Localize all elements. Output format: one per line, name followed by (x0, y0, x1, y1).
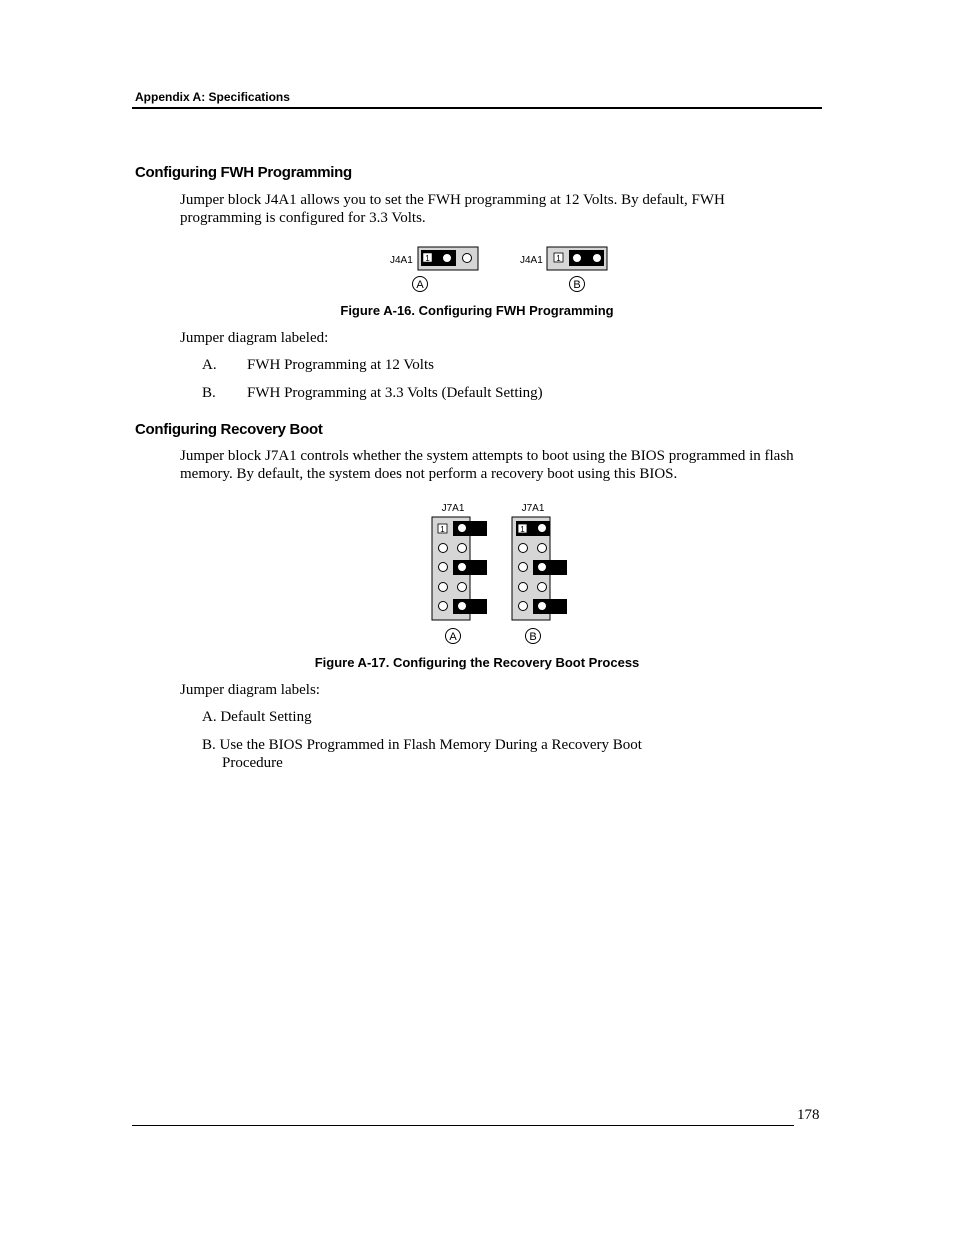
recovery-list-intro: Jumper diagram labels: (180, 682, 320, 698)
section-heading-fwh: Configuring FWH Programming (135, 164, 352, 181)
recovery-item-a: A. Default Setting (202, 709, 312, 725)
recovery-item-b-line-1: B. Use the BIOS Programmed in Flash Memory During a Recovery Boot (202, 737, 642, 753)
pin-b-r3-1 (519, 563, 528, 572)
j4a1-label-b: J4A1 (520, 255, 543, 266)
running-header: Appendix A: Specifications (135, 90, 290, 104)
fwh-item-b-text: FWH Programming at 3.3 Volts (Default Setting) (247, 385, 543, 401)
fwh-item-b-letter: B. (202, 385, 216, 401)
marker-b: B (573, 279, 581, 291)
pin-b-r2-1 (519, 544, 528, 553)
figure-a17-caption: Figure A-17. Configuring the Recovery Boot Process (314, 655, 640, 670)
pin1-number-b: 1 (556, 254, 561, 263)
pin-a-r5-1 (439, 602, 448, 611)
recovery-item-b-line-2: Procedure (222, 755, 283, 771)
pin-a-r4-2 (458, 583, 467, 592)
pin-b-r5-2 (538, 602, 547, 611)
figure-a16-caption: Figure A-16. Configuring FWH Programming (340, 303, 614, 318)
fwh-paragraph-line-2: programming is configured for 3.3 Volts. (180, 210, 426, 226)
marker-b: B (529, 631, 537, 643)
fwh-item-a-text: FWH Programming at 12 Volts (247, 357, 434, 373)
pin-b-r1-2 (538, 524, 547, 533)
pin-b-r4-2 (538, 583, 547, 592)
pin-a-2 (443, 254, 452, 263)
page-number: 178 (797, 1107, 820, 1123)
pin-a-3 (463, 254, 472, 263)
pin-a-r3-1 (439, 563, 448, 572)
pin-a-r3-2 (458, 563, 467, 572)
marker-a: A (416, 279, 424, 291)
pin-a-r4-1 (439, 583, 448, 592)
j7a1-label-b: J7A1 (521, 503, 545, 514)
j4a1-label-a: J4A1 (390, 255, 413, 266)
pin-b-r3-2 (538, 563, 547, 572)
pin-a-r1-2 (458, 524, 467, 533)
footer-rule (132, 1125, 794, 1126)
figure-a16-jumper-diagram (380, 240, 620, 296)
header-rule (132, 107, 822, 109)
fwh-item-a-letter: A. (202, 357, 217, 373)
pin-a-r5-2 (458, 602, 467, 611)
recovery-paragraph-line-1: Jumper block J7A1 controls whether the system attempts to boot using the BIOS programmed in flash (180, 448, 794, 464)
pin-b-2 (573, 254, 582, 263)
section-heading-recovery: Configuring Recovery Boot (135, 421, 323, 438)
pin-b-r2-2 (538, 544, 547, 553)
marker-a: A (449, 631, 457, 643)
pin-a-r2-2 (458, 544, 467, 553)
pin-b-r5-1 (519, 602, 528, 611)
figure-a17-jumper-diagram (420, 498, 580, 648)
recovery-paragraph-line-2: memory. By default, the system does not perform a recovery boot using this BIOS. (180, 466, 678, 482)
fwh-list-intro: Jumper diagram labeled: (180, 330, 329, 346)
pin1-number-b: 1 (520, 525, 525, 534)
j7a1-label-a: J7A1 (441, 503, 465, 514)
pin-b-3 (593, 254, 602, 263)
fwh-paragraph-line-1: Jumper block J4A1 allows you to set the FWH programming at 12 Volts. By default, FWH (180, 192, 725, 208)
pin1-number-a: 1 (425, 254, 430, 263)
pin-b-r4-1 (519, 583, 528, 592)
pin-a-r2-1 (439, 544, 448, 553)
pin1-number-a: 1 (440, 525, 445, 534)
